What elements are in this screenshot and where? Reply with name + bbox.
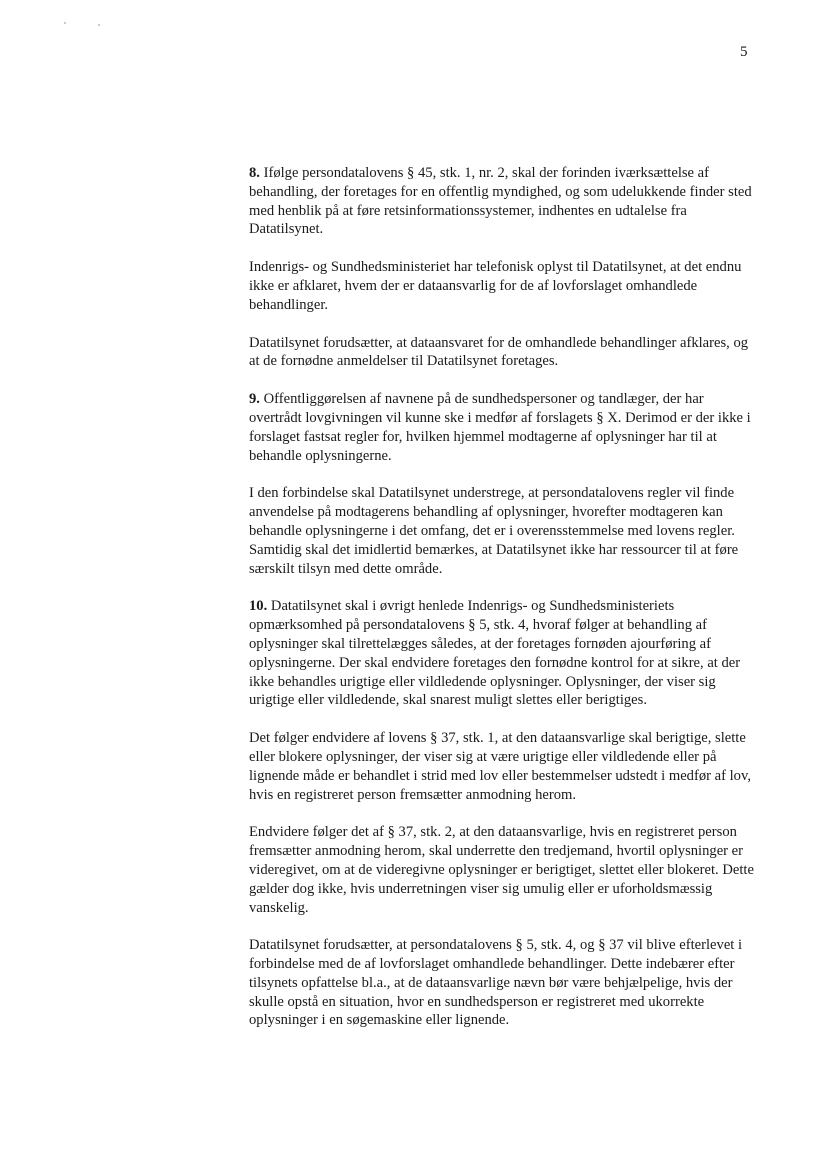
paragraph (249, 823, 754, 917)
paragraph (249, 484, 754, 578)
paragraph-text: Indenrigs- og Sundhedsministeriet har telefonisk oplyst til Datatilsynet, at det endnu ikke er afklaret, hvem der er dataansvarlig for de af lovforslaget omhandlede behandlinger. (249, 259, 742, 313)
paragraph-text: Datatilsynet forudsætter, at persondatalovens § 5, stk. 4, og § 37 vil blive efterlevet i forbindelse med de af lovforslaget omhandlede behandlinger. Dette indebærer efter tilsynets opfattelse bl.a., at de dataansvarlige nævn bør være behjælpelige, hvis der skulle opstå en situation, hvor en sundhedsperson er registreret med ukorrekte oplysninger i en søgemaskine eller lignende. (249, 937, 743, 1029)
paragraph (249, 729, 754, 804)
paragraph-10 (249, 597, 754, 710)
paragraph-text: I den forbindelse skal Datatilsynet understrege, at persondatalovens regler vil finde anvendelse på modtagerens behandling af oplysninger, hvorefter modtageren kan behandle oplysningerne i det omfang, det er i overensstemmelse med lovens regler. Samtidig skal det imidlertid bemærkes, at Datatilsynet ikke har ressourcer til at føre særskilt tilsyn med dette område. (249, 485, 739, 577)
paragraph-8 (249, 164, 754, 239)
paragraph-text: Det følger endvidere af lovens § 37, stk. 1, at den dataansvarlige skal berigtige, slette eller blokere oplysninger, der viser sig at være urigtige eller vildledende eller på lignende måde er behandlet i strid med lov eller bestemmelser udstedt i medfør af lov, hvis en registreret person fremsætter anmodning herom. (249, 730, 751, 803)
paragraph-number: 9. (249, 391, 260, 408)
paragraph-number: 8. (249, 165, 260, 181)
paragraph-text: Ifølge persondatalovens § 45, stk. 1, nr. 2, skal der forinden iværksættelse af behandling, der foretages for en offentlig myndighed, og som udelukkende finder sted med henblik på at føre retsinformationssystemer, indhentes en udtalelse fra Datatilsynet. (249, 165, 752, 238)
paragraph (249, 334, 754, 372)
paragraph-text: Endvidere følger det af § 37, stk. 2, at den dataansvarlige, hvis en registreret person fremsætter anmodning herom, skal underrette den tredjemand, hvortil oplysninger er videregivet, om at de videregivne oplysninger er berigtiget, slettet eller blokeret. Dette gælder dog ikke, hvis underretningen viser sig umulig eller er uforholdsmæssig vanskelig. (249, 824, 754, 916)
paragraph-number: 10. (249, 598, 268, 615)
paragraph-text: Offentliggørelsen af navnene på de sundhedspersoner og tandlæger, der har overtrådt lovgivningen vil kunne ske i medfør af forslagets § X. Derimod er der ikke i forslaget fastsat regler for, hvilken hjemmel modtagerne af oplysninger har til at behandle oplysningerne. (249, 391, 751, 464)
letter-body (249, 164, 754, 1030)
paragraph-text: Datatilsynet skal i øvrigt henlede Indenrigs- og Sundhedsministeriets opmærksomhed på persondatalovens § 5, stk. 4, hvoraf følger at behandling af oplysninger skal tilrettelægges således, at der foretages fornøden ajourføring af oplysningerne. Der skal endvidere foretages den fornødne kontrol for at sikre, at der ikke behandles urigtige eller vildledende oplysninger. Oplysninger, der viser sig urigtige eller vildledende, skal snarest muligt slettes eller berigtiges. (249, 598, 741, 709)
page-number: 5 (740, 44, 748, 60)
paragraph-9 (249, 390, 754, 465)
scan-speck (64, 22, 66, 24)
scan-speck (98, 24, 100, 26)
paragraph (249, 258, 754, 314)
paragraph (249, 936, 754, 1030)
paragraph-text: Datatilsynet forudsætter, at dataansvaret for de omhandlede behandlinger afklares, og at de fornødne anmeldelser til Datatilsynet foretages. (249, 334, 749, 370)
